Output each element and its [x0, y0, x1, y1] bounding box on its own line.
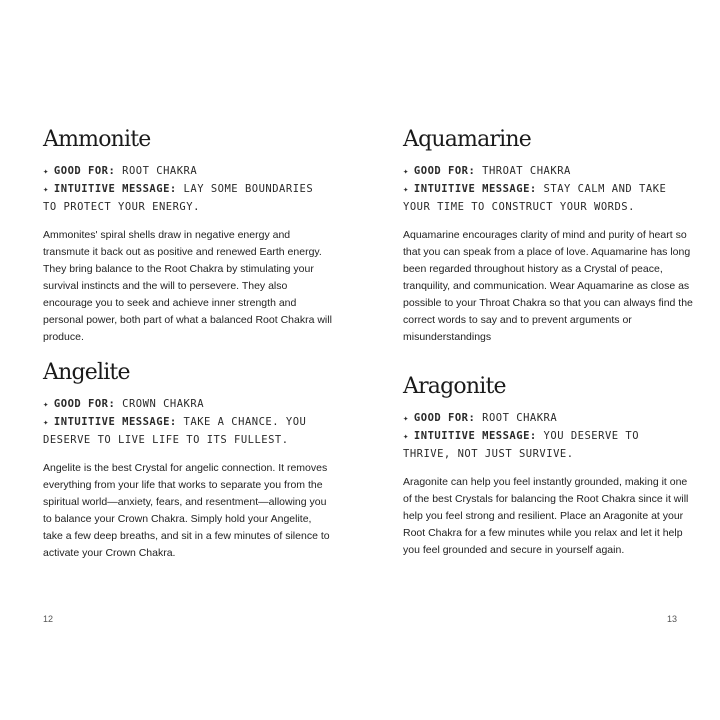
entry-ammonite [43, 127, 333, 346]
entry-body: Angelite is the best Crystal for angelic connection. It removes everything from your life that works to separate you from the spiritual world—anxiety, fears, and resentment—allowing you to balance your Crown Chakra. Simply hold your Angelite, take a few deep breaths, and sit in a few minutes of silence to activate your Crown Chakra. [43, 462, 330, 559]
good-for-line [403, 163, 693, 181]
entry-title: Aquamarine [403, 127, 531, 152]
diamond-bullet-icon: ✦ [43, 418, 49, 428]
good-for-value: ROOT CHAKRA [122, 165, 198, 177]
diamond-bullet-icon: ✦ [403, 167, 409, 177]
message-label: INTUITIVE MESSAGE: [53, 183, 177, 195]
message-label: INTUITIVE MESSAGE: [413, 183, 537, 195]
entry-title: Aragonite [403, 374, 506, 399]
good-for-value: ROOT CHAKRA [482, 412, 558, 424]
right-page [360, 0, 720, 720]
message-value: LAY SOME BOUNDARIES TO PROTECT YOUR ENERGY. [43, 183, 314, 213]
entry-title: Ammonite [43, 127, 151, 152]
good-for-value: CROWN CHAKRA [122, 398, 205, 410]
good-for-label: GOOD FOR: [413, 165, 476, 177]
good-for-line [43, 396, 333, 414]
diamond-bullet-icon: ✦ [403, 185, 409, 195]
message-value: YOU DESERVE TO THRIVE, NOT JUST SURVIVE. [403, 430, 640, 460]
entry-body: Aquamarine encourages clarity of mind and purity of heart so that you can speak from a place of love. Aquamarine has long been regarded throughout history as a Crystal of peace, tranquility, and communication. Wear Aquamarine as close as possible to your Throat Chakra so that you can always find the correct words to say and to prevent arguments or misunderstandings [403, 229, 693, 343]
page-number: 12 [43, 614, 54, 624]
good-for-line [403, 410, 693, 428]
good-for-label: GOOD FOR: [53, 398, 116, 410]
diamond-bullet-icon: ✦ [403, 432, 409, 442]
message-line [43, 181, 333, 216]
good-for-value: THROAT CHAKRA [482, 165, 571, 177]
message-line [403, 428, 693, 463]
entry-title: Angelite [43, 360, 130, 385]
good-for-label: GOOD FOR: [413, 412, 476, 424]
entry-aragonite [403, 374, 693, 559]
good-for-line [43, 163, 333, 181]
page-number: 13 [666, 614, 677, 624]
entry-aquamarine [403, 127, 693, 346]
message-label: INTUITIVE MESSAGE: [53, 416, 177, 428]
entry-angelite [43, 360, 333, 562]
message-value: STAY CALM AND TAKE YOUR TIME TO CONSTRUCT YOUR WORDS. [403, 183, 667, 213]
message-label: INTUITIVE MESSAGE: [413, 430, 537, 442]
diamond-bullet-icon: ✦ [403, 414, 409, 424]
message-line [43, 414, 333, 449]
diamond-bullet-icon: ✦ [43, 185, 49, 195]
message-value: TAKE A CHANCE. YOU DESERVE TO LIVE LIFE TO ITS FULLEST. [43, 416, 307, 446]
entry-body: Aragonite can help you feel instantly grounded, making it one of the best Crystals for balancing the Root Chakra since it will help you feel strong and resilient. Place an Aragonite at your Root Chakra for a few minutes while you relax and let it help you feel grounded and secure in yourself again. [403, 476, 689, 556]
diamond-bullet-icon: ✦ [43, 167, 49, 177]
entry-body: Ammonites' spiral shells draw in negative energy and transmute it back out as positive and renewed Earth energy. They bring balance to the Root Chakra by stimulating your survival instincts and the will to persevere. They also encourage you to seek and achieve inner strength and personal power, both part of what a balanced Root Chakra will produce. [43, 229, 332, 343]
good-for-label: GOOD FOR: [53, 165, 116, 177]
message-line [403, 181, 693, 216]
diamond-bullet-icon: ✦ [43, 400, 49, 410]
